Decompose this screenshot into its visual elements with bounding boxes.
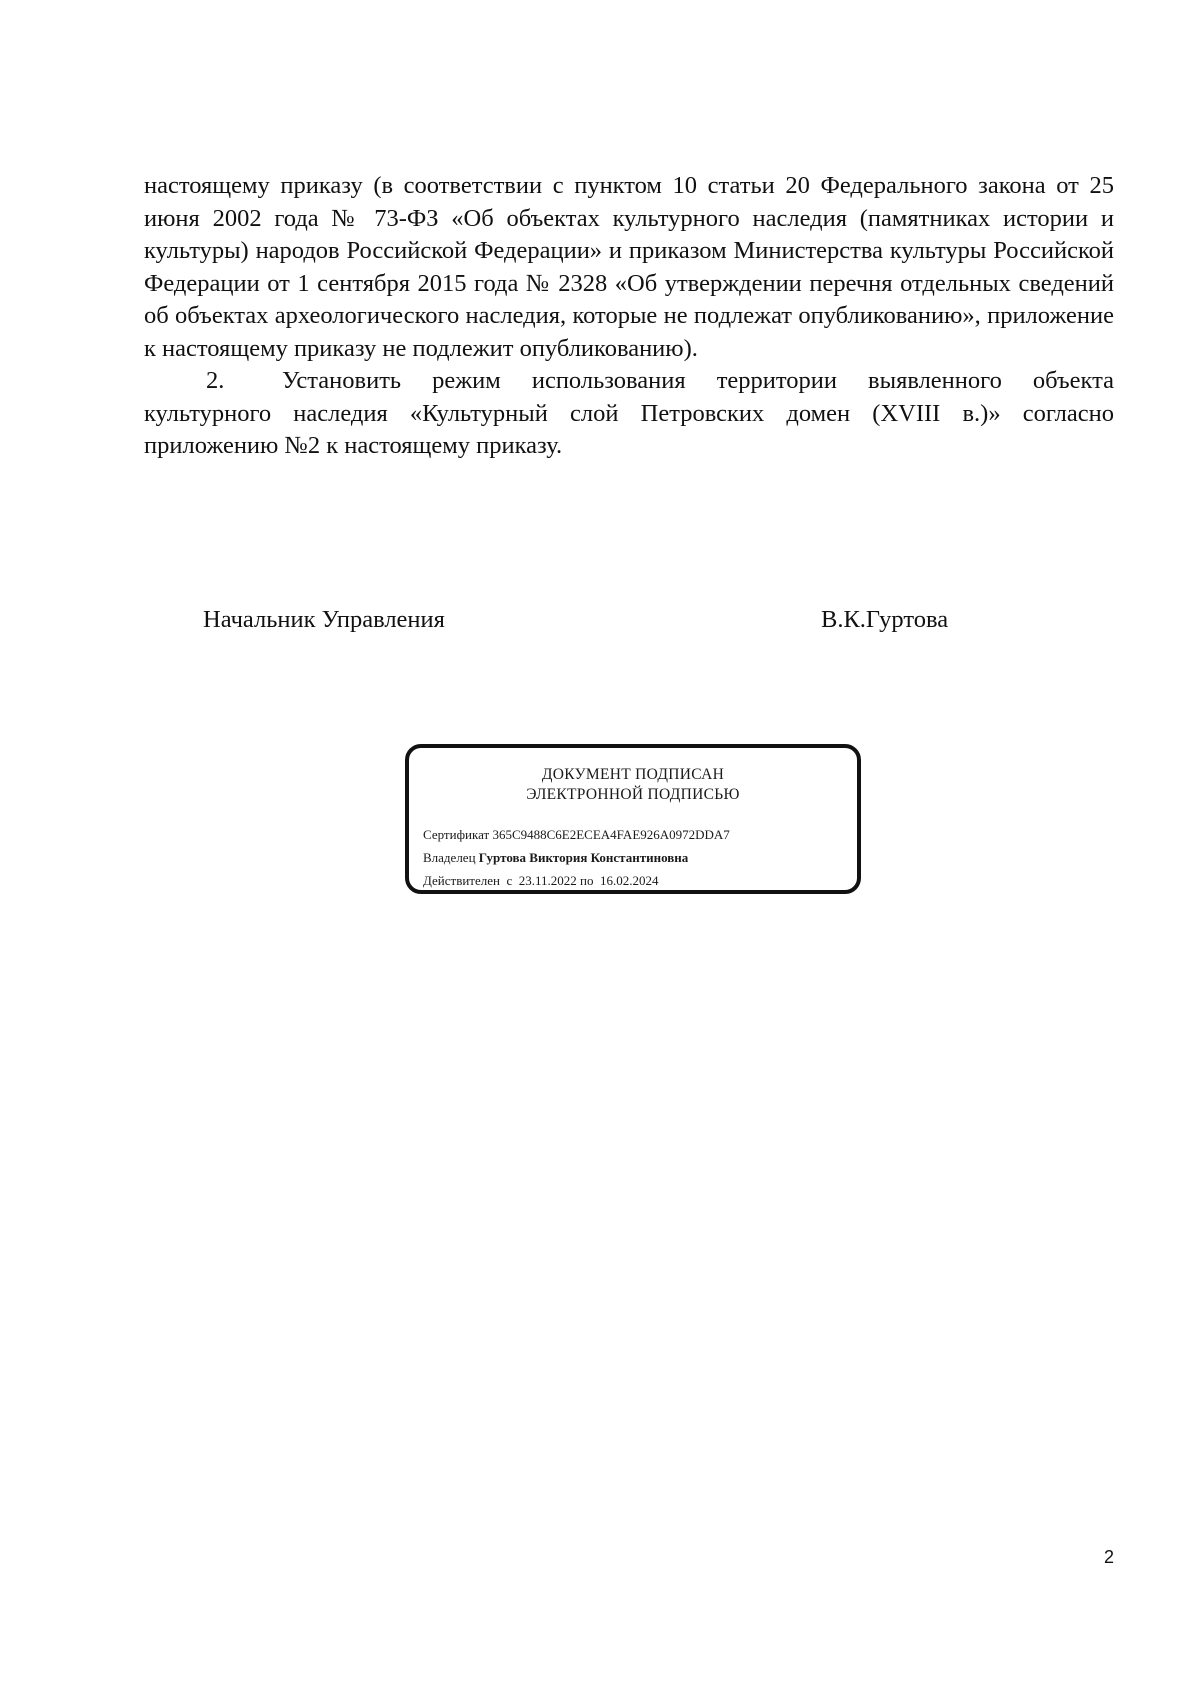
certificate-label: Сертификат [423, 827, 490, 842]
signatory-name: В.К.Гуртова [821, 606, 949, 633]
electronic-signature-stamp [405, 744, 861, 894]
valid-from-label: с [506, 873, 513, 888]
stamp-validity-row [423, 869, 730, 892]
list-item-2 [144, 365, 1114, 463]
valid-from-date: 23.11.2022 [518, 873, 577, 888]
document-body [144, 170, 1114, 463]
stamp-certificate-row [423, 823, 730, 846]
valid-to-label: по [580, 873, 594, 888]
list-item-number: 2. [206, 367, 225, 394]
valid-to-date: 16.02.2024 [600, 873, 659, 888]
list-item-text: Установить режим использования территории выявленного объекта культурного наследия «Культурный слой Петровских домен (XVIII в.)» согласно приложению №2 к настоящему приказу. [144, 367, 1114, 459]
owner-label: Владелец [423, 850, 476, 865]
certificate-value: 365C9488C6E2ECEA4FAE926A0972DDA7 [492, 827, 730, 842]
validity-label: Действителен [423, 873, 500, 888]
signatory-position: Начальник Управления [203, 606, 445, 633]
stamp-details [423, 823, 730, 892]
stamp-title-line-2: ЭЛЕКТРОННОЙ ПОДПИСЬЮ [526, 786, 740, 803]
stamp-title [409, 765, 857, 805]
paragraph-continuation: настоящему приказу (в соответствии с пунктом 10 статьи 20 Федерального закона от 25 июня 2002 года № 73-ФЗ «Об объектах культурного наследия (памятниках истории и культуры) народов Российской Федерации» и приказом Министерства культуры Российской Федерации от 1 сентября 2015 года № 2328 «Об утверждении перечня отдельных сведений об объектах археологического наследия, которые не подлежат опубликованию», приложение к настоящему приказу не подлежит опубликованию). [144, 172, 1114, 362]
stamp-title-line-1: ДОКУМЕНТ ПОДПИСАН [541, 766, 725, 783]
stamp-owner-row [423, 846, 730, 869]
owner-value: Гуртова Виктория Константиновна [478, 850, 689, 865]
page-number: 2 [1104, 1547, 1115, 1567]
